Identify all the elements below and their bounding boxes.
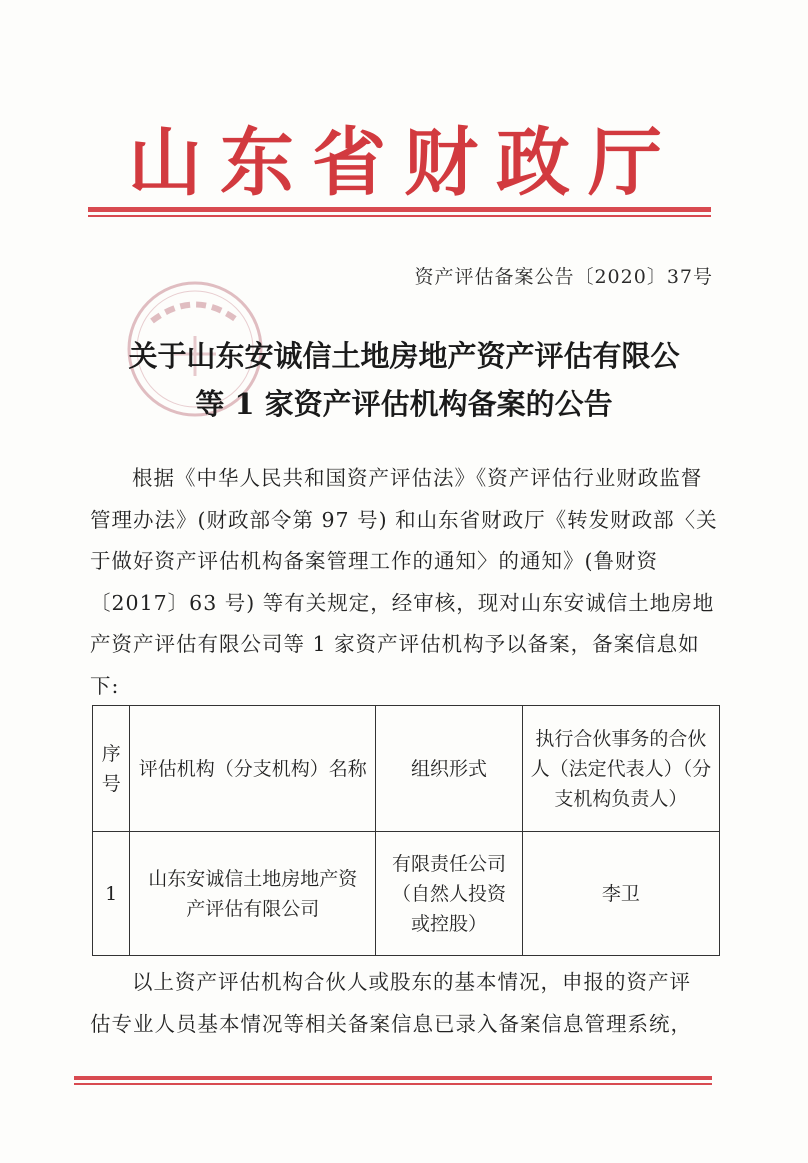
- document-title-line-1: 关于山东安诚信土地房地产资产评估有限公: [128, 339, 680, 373]
- closing-line: 估专业人员基本情况等相关备案信息已录入备案信息管理系统，: [90, 1011, 692, 1036]
- cell-name: 山东安诚信土地房地产资产评估有限公司: [130, 832, 376, 956]
- intro-paragraph: [90, 458, 716, 707]
- intro-line: 〔2017〕63 号) 等有关规定，经审核，现对山东安诚信土地房地: [90, 590, 715, 615]
- cell-seq: 1: [93, 832, 130, 956]
- issuer-heading: 山东省财政厅: [128, 120, 680, 206]
- document-number: 资产评估备案公告〔2020〕37号: [414, 266, 713, 288]
- header-rule-thick: [88, 207, 711, 212]
- table-row: [93, 832, 720, 956]
- intro-line: 于做好资产评估机构备案管理工作的通知〉的通知》(鲁财资: [90, 549, 658, 573]
- intro-line: 管理办法》(财政部令第 97 号) 和山东省财政厅《转发财政部〈关: [90, 507, 718, 532]
- closing-line: 以上资产评估机构合伙人或股东的基本情况，申报的资产评: [132, 970, 691, 994]
- header-rule-thin: [88, 215, 711, 217]
- cell-form: 有限责任公司（自然人投资或控股）: [376, 832, 523, 956]
- footer-rule-thick: [74, 1076, 712, 1080]
- closing-paragraph: [90, 962, 716, 1045]
- header-partner: 执行合伙事务的合伙人（法定代表人）（分支机构负责人）: [522, 706, 719, 832]
- header-form: 组织形式: [376, 706, 523, 832]
- intro-line: 根据《中华人民共和国资产评估法》《资产评估行业财政监督: [132, 466, 703, 490]
- document-title-line-2: 等 1 家资产评估机构备案的公告: [195, 387, 613, 421]
- registration-table: [92, 705, 720, 956]
- intro-line: 产资产评估有限公司等 1 家资产评估机构予以备案，备案信息如: [90, 632, 700, 656]
- cell-partner: 李卫: [522, 832, 719, 956]
- header-seq: 序号: [93, 706, 130, 832]
- table-header-row: [93, 706, 720, 832]
- intro-line: 下:: [90, 673, 120, 698]
- footer-rule-thin: [74, 1083, 712, 1085]
- header-name: 评估机构（分支机构）名称: [130, 706, 376, 832]
